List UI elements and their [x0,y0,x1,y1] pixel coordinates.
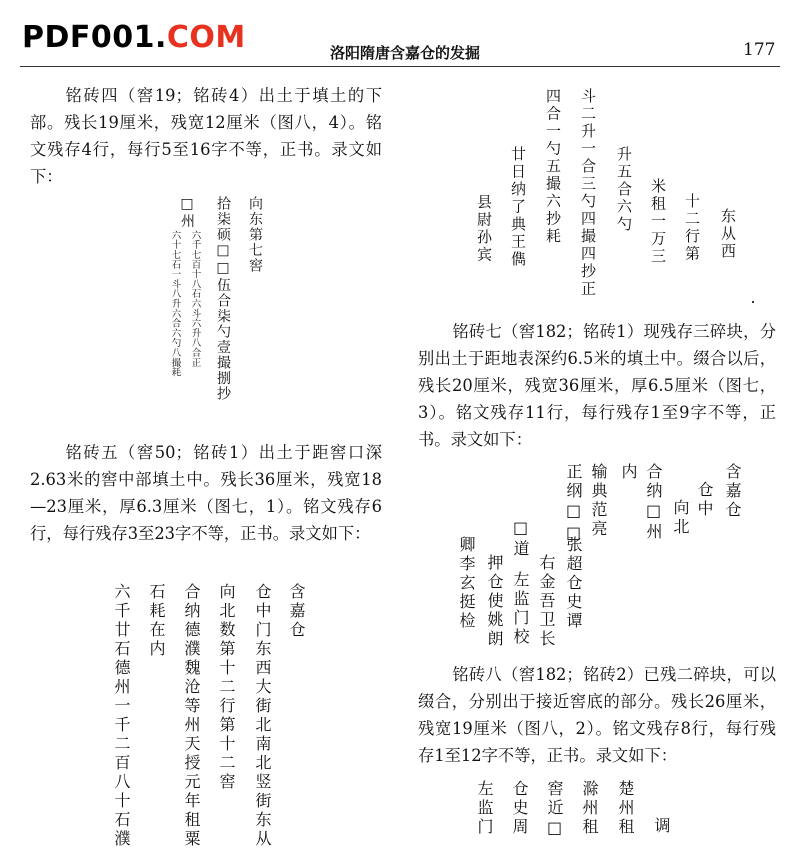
inscription-line: □道 [511,518,530,559]
speck [752,301,754,303]
inscription-line: □州 [179,196,195,229]
inscription-line: 左监门 [475,780,494,837]
inscription-line: 押仓使姚朗 [485,554,504,649]
inscription-line: 仓中 [695,481,714,519]
site-logo [22,20,246,55]
header-rule [20,66,780,67]
inscription-line: 右金吾卫长 [537,554,556,649]
inscription-line: 内 [619,463,638,482]
inscription-line: 调 [652,817,671,836]
inscription-line: 升五合六勺 [615,146,633,234]
inscription-line: 斗二升一合三勺四撮四抄正 [579,88,597,298]
inscription-line-small: 六千七百十八石六斗六升八合正 [189,230,201,368]
inscription-line-small: 六十七石一斗八升六合六勺八撮耗 [169,230,181,377]
inscription-line: 四合一勺五撮六抄耗 [544,88,562,246]
inscription-line: 十二行第 [683,193,701,263]
inscription-line: 廿日纳了典王儁 [509,146,527,269]
inscription-line: 拾柒硕□□伍合柒勺壹撮捌抄 [215,196,231,402]
inscription-line: 滁州租 [580,780,599,837]
inscription-line: 向东第七窖 [247,196,263,274]
inscription-line: 向北 [671,499,690,537]
inscription-line: 卿李玄挺检 [457,536,476,631]
paragraph-brick7: 铭砖七（窖182；铭砖1）现残存三碎块，分别出土于距地表深约6.5米的填土中。缀合以后，残长20厘米，残宽36厘米，厚6.5厘米（图七，3）。铭文残存11行，每行残存1至9字不等，正书。录文如下： [418,322,776,449]
paragraph-brick4: 铭砖四（窖19；铭砖4）出土于填土的下部。残长19厘米，残宽12厘米（图八，4）。铭文残存4行，每行5至16字不等，正书。录文如下： [30,86,382,186]
inscription-line: 楚州租 [616,780,635,837]
inscription-line: 米租一万三 [649,178,667,266]
inscription-line: 输典范亮 [589,463,608,539]
inscription-line: 合纳□州 [644,463,663,542]
inscription-line: 县尉孙宾 [475,194,493,264]
inscription-line: 仓史周 [510,780,529,837]
logo-text: PDF001. [22,20,167,55]
inscription-line: 六千廿石德州一千二百八十石濮 [112,583,131,849]
inscription-line: 含嘉仓 [723,463,742,520]
inscription-line: 张超仓史谭 [564,536,583,631]
logo-text-red: COM [166,20,246,55]
inscription-line: 石耗在内 [147,583,166,659]
paragraph-brick8: 铭砖八（窖182；铭砖2）已残二碎块，可以缀合，分别出于接近窖底的部分。残长26厘米，残宽19厘米（图八，2）。铭文残存8行，每行残存1至12字不等，正书。录文如下： [418,665,776,765]
running-title: 洛阳隋唐含嘉仓的发掘 [330,44,481,62]
inscription-line: 左监门校 [511,571,530,647]
inscription-line: 含嘉仓 [287,583,306,640]
inscription-line: 合纳德濮魏沧等州天授元年租粟 [182,583,201,849]
inscription-line: 仓中门东西大街北南北竖街东从 [253,583,272,849]
inscription-line: 向北数第十二行第十二窖 [217,583,236,792]
inscription-line: 东从西 [719,208,737,261]
paragraph-brick5: 铭砖五（窖50；铭砖1）出土于距窖口深2.63米的窖中部填土中。残长36厘米，残宽18—23厘米，厚6.3厘米（图七，1）。铭文残存6行，每行残存3至23字不等，正书。录文如下： [30,443,382,543]
page-number: 177 [743,40,776,60]
inscription-line: 正纲□□ [564,463,583,545]
inscription-line: 窖近□ [545,780,564,840]
